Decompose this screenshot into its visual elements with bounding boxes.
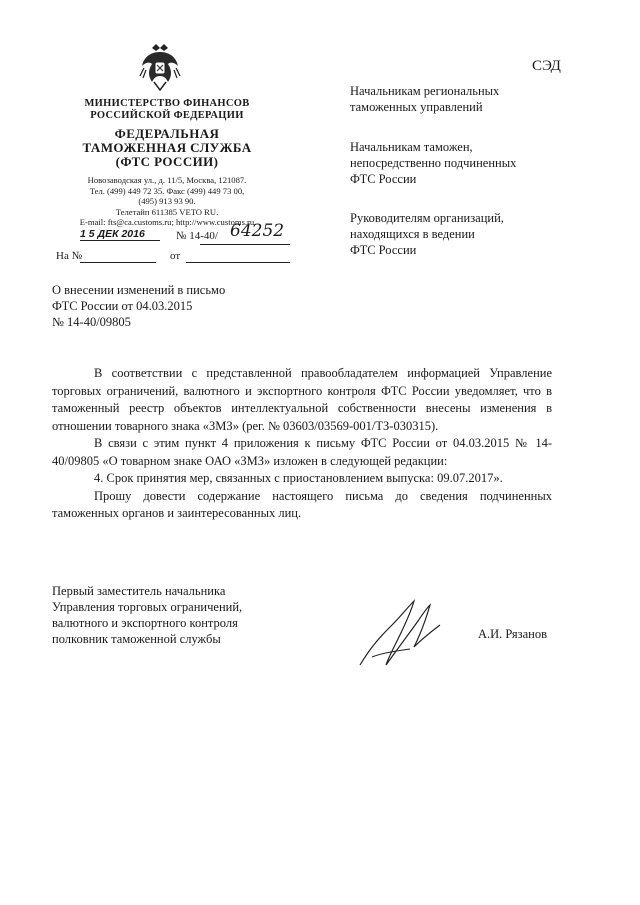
sed-mark: СЭД	[532, 58, 561, 74]
contacts	[72, 175, 262, 228]
contact-line: E-mail: fts@ca.customs.ru; http://www.customs.ru	[79, 217, 255, 227]
contact-line: (495) 913 93 90.	[138, 196, 196, 206]
position-line: полковник таможенной службы	[52, 632, 221, 646]
ministry-line: РОССИЙСКОЙ ФЕДЕРАЦИИ	[90, 110, 244, 121]
addressee-line: таможенных управлений	[350, 100, 483, 114]
addressee-line: Начальникам таможен,	[350, 140, 473, 154]
subject-line: № 14-40/09805	[52, 315, 131, 329]
addressee-line: ФТС России	[350, 172, 417, 186]
position-line: Управления торговых ограничений,	[52, 600, 243, 614]
body-paragraph: В связи с этим пункт 4 приложения к письму ФТС России от 04.03.2015 № 14-40/09805 «О товарном знаке ОАО «ЗМЗ» изложен в следующей редакции:	[52, 436, 552, 468]
body-paragraph: Прошу довести содержание настоящего письма до сведения подчиненных таможенных органов и заинтересованных лиц.	[52, 488, 552, 520]
addressee-line: находящихся в ведении	[350, 227, 475, 241]
service-line: ФЕДЕРАЛЬНАЯ	[114, 126, 220, 141]
registration-number-label: № 14-40/	[176, 230, 218, 242]
coat-of-arms-icon	[138, 42, 182, 92]
addressee-block	[350, 139, 590, 187]
addressee-line: Руководителям организаций,	[350, 211, 504, 225]
from-line	[186, 262, 290, 263]
registration-underline	[200, 244, 290, 245]
position-line: Первый заместитель начальника	[52, 584, 226, 598]
ministry-line: МИНИСТЕРСТВО ФИНАНСОВ	[84, 98, 250, 109]
registration-date: 1 5 ДЕК 2016	[80, 228, 160, 241]
service-line: (ФТС РОССИИ)	[115, 154, 219, 169]
organization-block	[72, 98, 262, 228]
registration-number-handwritten: 64252	[230, 221, 285, 241]
service-name	[72, 127, 262, 169]
signer-position	[52, 583, 312, 647]
handwritten-signature	[352, 595, 447, 675]
body-paragraph: 4. Срок принятия мер, связанных с приостановлением выпуска: 09.07.2017».	[94, 471, 503, 485]
service-line: ТАМОЖЕННАЯ СЛУЖБА	[82, 140, 252, 155]
addressee-block	[350, 210, 590, 258]
addressee-line: Начальникам региональных	[350, 84, 500, 98]
reply-to-line	[80, 262, 156, 263]
letter-body	[52, 365, 552, 523]
position-line: валютного и экспортного контроля	[52, 616, 238, 630]
contact-line: Тел. (499) 449 72 35. Факс (499) 449 73 00,	[89, 185, 245, 196]
subject-line: ФТС России от 04.03.2015	[52, 299, 193, 313]
subject	[52, 282, 292, 330]
addressee-line: ФТС России	[350, 243, 417, 257]
from-label: от	[170, 250, 181, 262]
reply-to-label: На №	[56, 250, 83, 262]
addressee-block	[350, 83, 590, 115]
ministry-name	[72, 98, 262, 122]
body-paragraph: В соответствии с представленной правообладателем информацией Управление торговых ограничений, валютного и экспортного контроля ФТС России уведомляет, что в таможенный реестр объектов интеллектуальной собственности внесены изменения в отношении товарного знака «ЗМЗ» (рег. № 03603/03569-001/ТЗ-030315).	[52, 366, 552, 433]
signer-name: А.И. Рязанов	[478, 627, 547, 641]
addressee-line: непосредственно подчиненных	[350, 156, 517, 170]
subject-line: О внесении изменений в письмо	[52, 283, 226, 297]
contact-line: Телетайп 611385 VETO RU.	[115, 206, 219, 217]
contact-line: Новозаводская ул., д. 11/5, Москва, 121087.	[87, 175, 247, 185]
